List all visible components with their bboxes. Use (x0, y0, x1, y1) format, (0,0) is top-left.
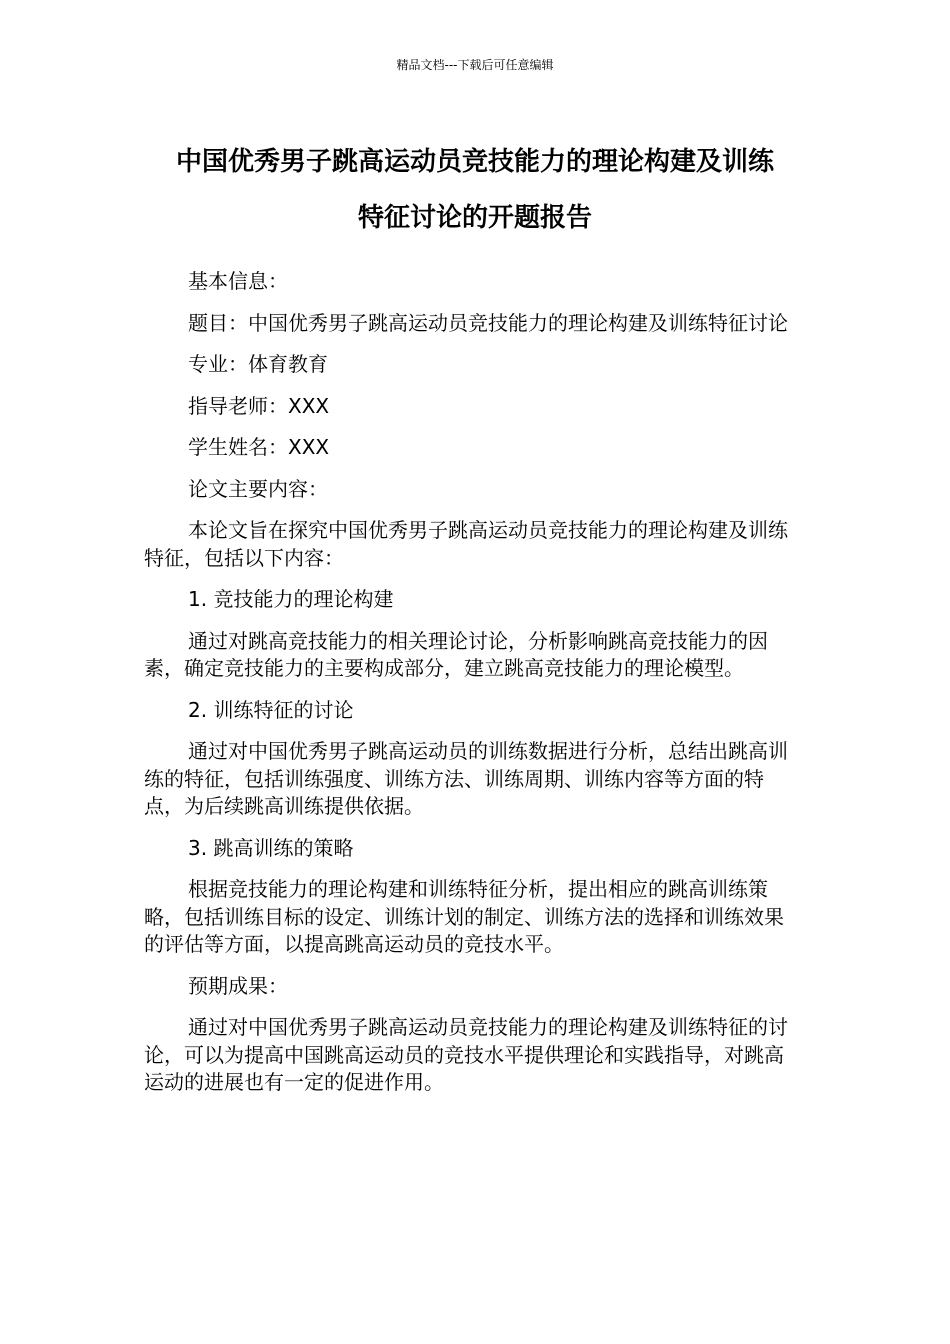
section-heading-2: 2. 训练特征的讨论 (188, 697, 354, 722)
header-note: 精品文档---下载后可任意编辑 (396, 58, 554, 72)
label-basic-info: 基本信息： (188, 269, 288, 293)
title-line-2: 特征讨论的开题报告 (357, 203, 592, 233)
intro-paragraph: 本论文旨在探究中国优秀男子跳高运动员竞技能力的理论构建及训练特征，包括以下内容： (144, 518, 788, 570)
section-paragraph-1: 通过对跳高竞技能力的相关理论讨论，分析影响跳高竞技能力的因素，确定竞技能力的主要构成部分，建立跳高竞技能力的理论模型。 (144, 628, 768, 680)
label-expected-results: 预期成果： (188, 973, 288, 998)
field-topic: 题目：中国优秀男子跳高运动员竞技能力的理论构建及训练特征讨论 (188, 310, 788, 335)
field-advisor: 指导老师：XXX (188, 393, 330, 418)
section-heading-3: 3. 跳高训练的策略 (188, 835, 354, 860)
document-body (144, 268, 796, 1111)
section-paragraph-2: 通过对中国优秀男子跳高运动员的训练数据进行分析，总结出跳高训练的特征，包括训练强度、训练方法、训练周期、训练内容等方面的特点，为后续跳高训练提供依据。 (144, 739, 788, 818)
label-main-content: 论文主要内容： (188, 476, 328, 501)
field-major: 专业：体育教育 (188, 352, 328, 376)
field-student-name: 学生姓名：XXX (188, 435, 330, 459)
section-heading-1: 1. 竞技能力的理论构建 (188, 587, 394, 611)
expected-results-paragraph: 通过对中国优秀男子跳高运动员竞技能力的理论构建及训练特征的讨论，可以为提高中国跳高运动员的竞技水平提供理论和实践指导，对跳高运动的进展也有一定的促进作用。 (144, 1015, 788, 1094)
document-title (100, 134, 850, 246)
title-line-1: 中国优秀男子跳高运动员竞技能力的理论构建及训练 (175, 147, 774, 177)
section-paragraph-3: 根据竞技能力的理论构建和训练特征分析，提出相应的跳高训练策略，包括训练目标的设定、训练计划的制定、训练方法的选择和训练效果的评估等方面，以提高跳高运动员的竞技水平。 (144, 877, 784, 956)
